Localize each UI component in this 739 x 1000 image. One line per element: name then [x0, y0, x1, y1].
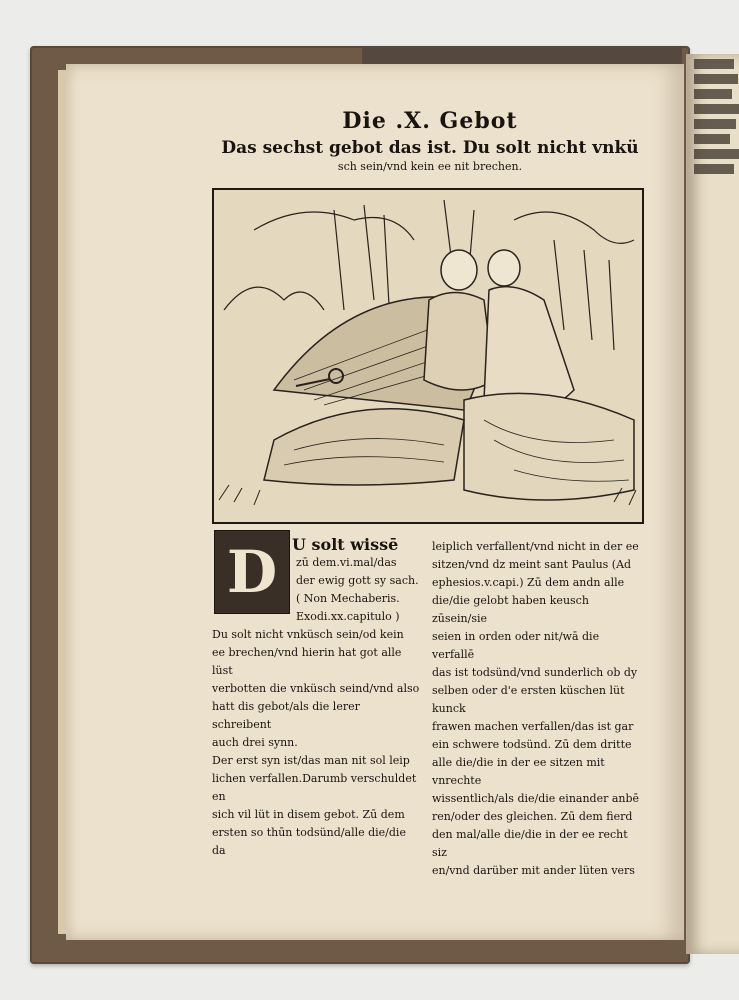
facing-page	[686, 54, 739, 954]
text-line: ersten so thūn todsünd/alle die/die da	[212, 826, 406, 857]
text-line: ( Non Mechaberis.	[296, 592, 400, 605]
text-line: ein schwere todsünd. Zū dem dritte	[432, 738, 632, 751]
text-line: verbotten die vnküsch seind/vnd also	[212, 682, 420, 695]
text-line: hatt dis gebot/als die lerer schreibent	[212, 700, 360, 731]
text-line: frawen machen verfallen/das ist gar	[432, 720, 634, 733]
text-line: en/vnd darüber mit ander lüten vers	[432, 864, 635, 877]
text-line: leiplich verfallent/vnd nicht in der ee	[432, 540, 639, 553]
text-line: zū dem.vi.mal/das	[296, 556, 397, 569]
text-line: Der erst syn ist/das man nit sol leip	[212, 754, 410, 767]
text-line: alle die/die in der ee sitzen mit vnrechte	[432, 756, 605, 787]
text-line: Exodi.xx.capitulo )	[296, 610, 400, 623]
text-column-right	[432, 538, 642, 880]
text-line: ephesios.v.capi.) Zū dem andn alle	[432, 576, 625, 589]
text-line: die/die gelobt haben keusch zūsein/sie	[432, 594, 589, 625]
text-line: das ist todsünd/vnd sunderlich ob dy	[432, 666, 638, 679]
initial-letter-d: D	[226, 538, 278, 606]
woodcut-illustration	[212, 188, 644, 524]
woodcut-image	[214, 190, 642, 522]
page-heading	[220, 108, 640, 173]
text-line: sitzen/vnd dz meint sant Paulus (Ad	[432, 558, 632, 571]
text-column-left	[212, 536, 420, 860]
text-line: lichen verfallen.Darumb verschuldet en	[212, 772, 417, 803]
text-line: ee brechen/vnd hierin hat got alle lüst	[212, 646, 402, 677]
opening-line: U solt wissē	[292, 535, 399, 554]
commandment-subline: sch sein/vnd kein ee nit brechen.	[337, 160, 523, 173]
text-line: seien in orden oder nit/wā die verfallē	[432, 630, 600, 661]
text-line: selben oder d'e ersten küschen lüt kunck	[432, 684, 625, 715]
text-line: sich vil lüt in disem gebot. Zū dem	[212, 808, 405, 821]
commandment-subtitle: Das sechst gebot das ist. Du solt nicht vnkü	[221, 138, 639, 158]
text-line: den mal/alle die/die in der ee recht siz	[432, 828, 628, 859]
commandment-title: Die .X. Gebot	[342, 108, 518, 134]
text-line: wissentlich/als die/die einander anbē	[432, 792, 640, 805]
text-line: der ewig gott sy sach.	[296, 574, 419, 587]
text-line: auch drei synn.	[212, 736, 298, 749]
text-line: ren/oder des gleichen. Zū dem fierd	[432, 810, 633, 823]
text-line: Du solt nicht vnküsch sein/od kein	[212, 628, 404, 641]
